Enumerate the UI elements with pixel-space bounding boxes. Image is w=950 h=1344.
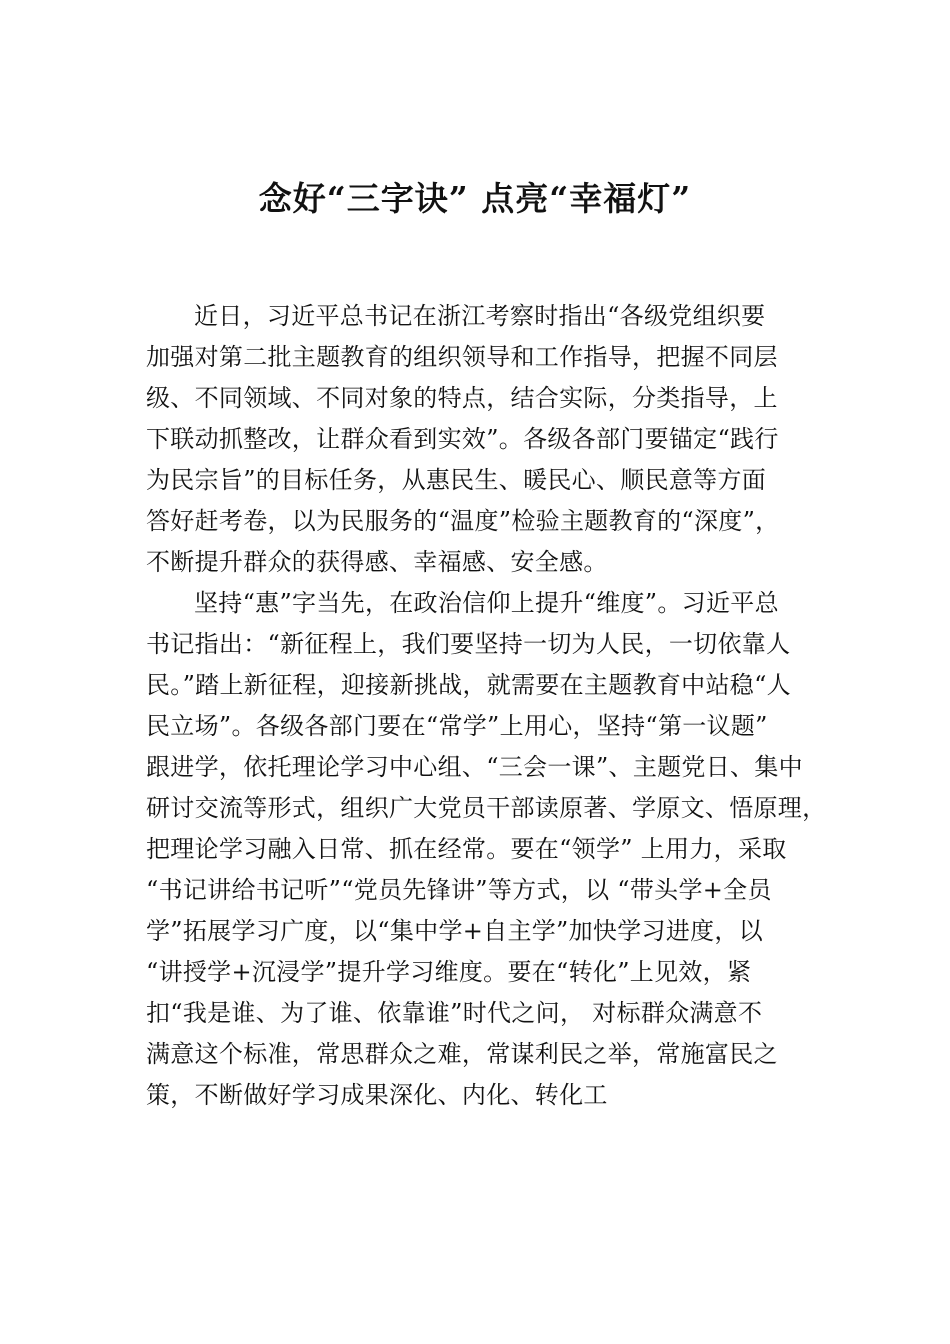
paragraph-1-line-7: 不断提升群众的获得感、幸福感、安全感。 — [146, 548, 608, 576]
paragraph-2-line-3: 民。”踏上新征程，迎接新挑战，就需要在主题教育中站稳“人 — [146, 671, 791, 699]
paragraph-2-line-6: 研讨交流等形式，组织广大党员干部读原著、学原文、悟原理， — [146, 794, 827, 822]
paragraph-2-line-8: “书记讲给书记听”“党员先锋讲”等方式，以 “带头学+全员 — [146, 876, 772, 904]
paragraph-2-line-11: 扣“我是谁、为了谁、依靠谁”时代之问， 对标群众满意不 — [146, 999, 763, 1027]
paragraph-1-line-5: 为民宗旨”的目标任务，从惠民生、暖民心、顺民意等方面 — [146, 466, 767, 494]
paragraph-1-line-2: 加强对第二批主题教育的组织领导和工作指导，把握不同层 — [146, 343, 778, 371]
paragraph-2-line-2: 书记指出：“新征程上，我们要坚持一切为人民，一切依靠人 — [146, 630, 791, 658]
paragraph-2-line-10: “讲授学+沉浸学”提升学习维度。要在“转化”上见效，紧 — [146, 958, 752, 986]
paragraph-2-line-7: 把理论学习融入日常、抓在经常。要在“领学” 上用力，采取 — [146, 835, 787, 863]
paragraph-2-line-1: 坚持“惠”字当先，在政治信仰上提升“维度”。习近平总 — [194, 589, 779, 617]
paragraph-2-line-13: 策，不断做好学习成果深化、内化、转化工 — [146, 1081, 608, 1109]
paragraph-1-line-1: 近日，习近平总书记在浙江考察时指出“各级党组织要 — [194, 302, 766, 330]
paragraph-1-line-3: 级、不同领域、不同对象的特点，结合实际，分类指导，上 — [146, 384, 778, 412]
paragraph-2-line-12: 满意这个标准，常思群众之难，常谋利民之举，常施富民之 — [146, 1040, 778, 1068]
paragraph-1-line-4: 下联动抓整改，让群众看到实效”。各级各部门要锚定“践行 — [146, 425, 779, 453]
document-title: 念好“三字诀” 点亮“幸福灯” — [258, 179, 692, 218]
paragraph-2-line-5: 跟进学，依托理论学习中心组、“三会一课”、主题党日、集中 — [146, 753, 803, 781]
paragraph-1-line-6: 答好赶考卷，以为民服务的“温度”检验主题教育的“深度”， — [146, 507, 780, 535]
paragraph-2-line-4: 民立场”。各级各部门要在“常学”上用心，坚持“第一议题” — [146, 712, 768, 740]
paragraph-2-line-9: 学”拓展学习广度，以“集中学+自主学”加快学习进度，以 — [146, 917, 764, 945]
document-body — [146, 296, 846, 1116]
